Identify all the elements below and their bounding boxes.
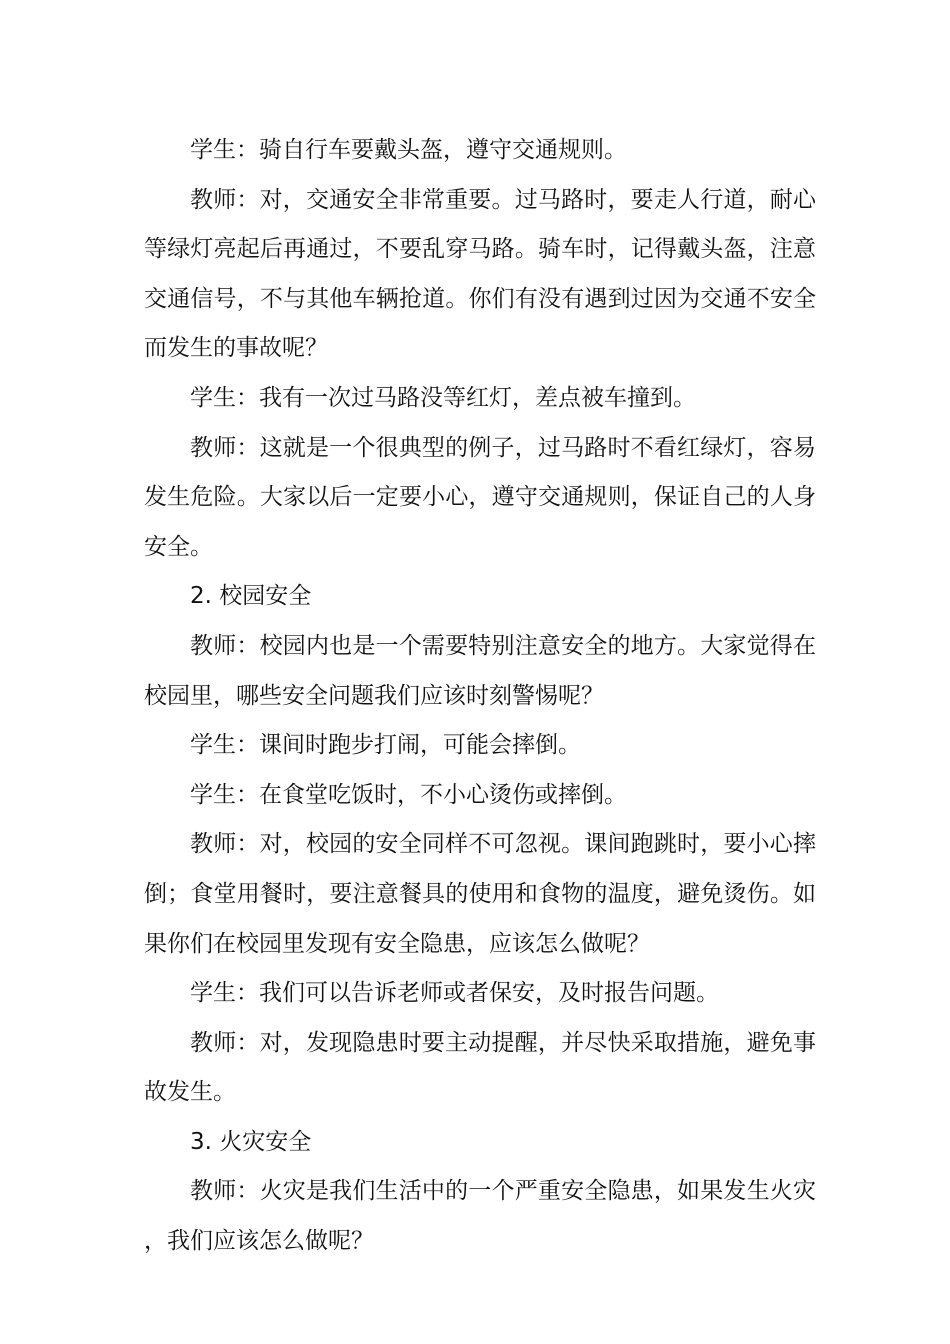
section-heading-fire-safety: 3. 火灾安全 [190,1128,312,1155]
paragraph-student-bike: 学生：骑自行车要戴头盔，遵守交通规则。 [190,137,627,163]
document-body [144,126,816,1267]
paragraph-teacher-fire: 教师：火灾是我们生活中的一个严重安全隐患，如果发生火灾，我们应该怎么做呢？ [144,1178,816,1255]
paragraph-teacher-campus: 教师：校园内也是一个需要特别注意安全的地方。大家觉得在校园里，哪些安全问题我们应该时刻警惕呢？ [144,632,816,709]
paragraph-student-report: 学生：我们可以告诉老师或者保安，及时报告问题。 [190,980,719,1007]
paragraph-teacher-hazard: 教师：对，发现隐患时要主动提醒，并尽快采取措施，避免事故发生。 [144,1029,816,1106]
paragraph-student-running: 学生：课间时跑步打闹，可能会摔倒。 [190,732,581,759]
paragraph-teacher-example: 教师：这就是一个很典型的例子，过马路时不看红绿灯，容易发生危险。大家以后一定要小心，遵守交通规则，保证自己的人身安全。 [144,434,816,560]
paragraph-teacher-traffic: 教师：对，交通安全非常重要。过马路时，要走人行道，耐心等绿灯亮起后再通过，不要乱穿马路。骑车时，记得戴头盔，注意交通信号，不与其他车辆抢道。你们有没有遇到过因为交通不安全而发生的事故呢？ [144,186,816,362]
paragraph-student-canteen: 学生：在食堂吃饭时，不小心烫伤或摔倒。 [190,781,627,808]
paragraph-teacher-campus-safety: 教师：对，校园的安全同样不可忽视。课间跑跳时，要小心摔倒；食堂用餐时，要注意餐具的使用和食物的温度，避免烫伤。如果你们在校园里发现有安全隐患，应该怎么做呢？ [144,831,816,957]
section-heading-campus-safety: 2. 校园安全 [190,583,312,610]
paragraph-student-red-light: 学生：我有一次过马路没等红灯，差点被车撞到。 [190,384,696,411]
